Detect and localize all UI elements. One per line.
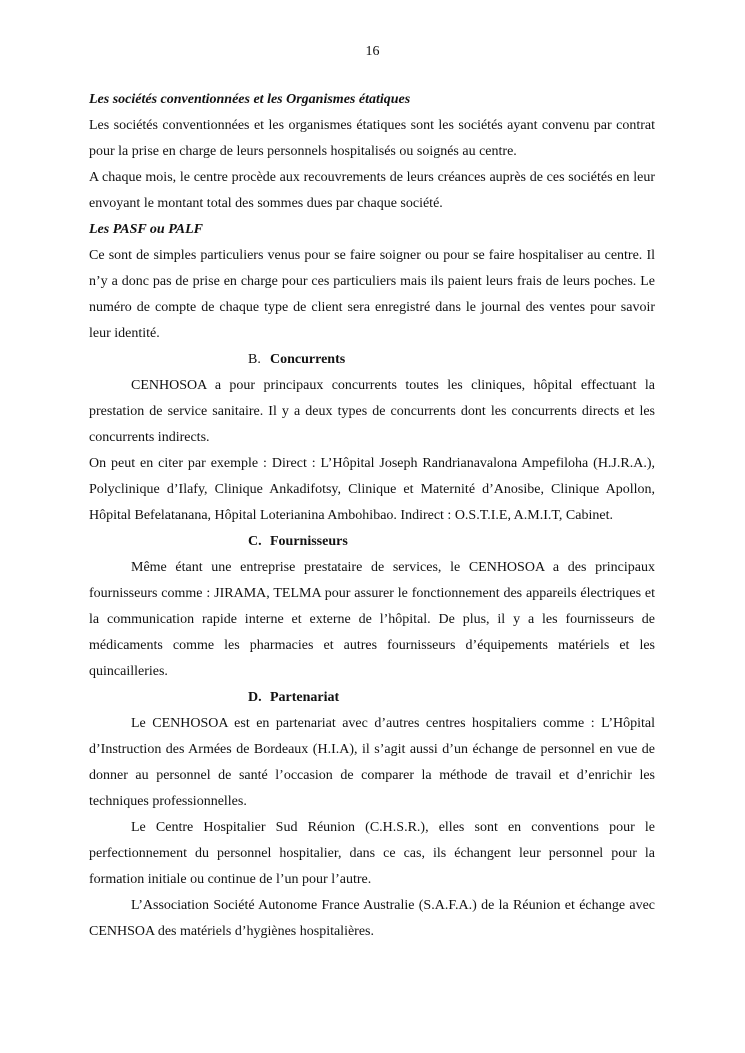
section-letter: B. [248, 352, 261, 367]
paragraph: CENHOSOA a pour principaux concurrents toutes les cliniques, hôpital effectuant la prestation de service sanitaire. Il y a deux types de concurrents dont les concurrents directs et les concurrents indirects. [89, 378, 655, 445]
section-heading-concurrents [89, 347, 655, 373]
paragraph: A chaque mois, le centre procède aux recouvrements de leurs créances auprès de ces sociétés en leur envoyant le montant total des sommes dues par chaque société. [89, 170, 655, 211]
subheading-pasf-palf: Les PASF ou PALF [89, 222, 203, 237]
subheading-societes-conventionnees: Les sociétés conventionnées et les Organismes étatiques [89, 92, 411, 107]
section-letter: D. [248, 690, 262, 705]
paragraph: Les sociétés conventionnées et les organismes étatiques sont les sociétés ayant convenu par contrat pour la prise en charge de leurs personnels hospitalisés ou soignés au centre. [89, 118, 655, 159]
section-letter: C. [248, 534, 262, 549]
paragraph: Le CENHOSOA est en partenariat avec d’autres centres hospitaliers comme : L’Hôpital d’Instruction des Armées de Bordeaux (H.I.A), il s’agit aussi d’un échange de personnel en vue de donner au personnel de santé l’occasion de comparer la méthode de travail et d’enrichir les techniques professionnelles. [89, 716, 655, 809]
paragraph: L’Association Société Autonome France Australie (S.A.F.A.) de la Réunion et échange avec CENHSOA des matériels d’hygiènes hospitalières. [89, 898, 655, 939]
paragraph: Ce sont de simples particuliers venus pour se faire soigner ou pour se faire hospitaliser au centre. Il n’y a donc pas de prise en charge pour ces particuliers mais ils paient leurs frais de leurs poches. Le numéro de compte de chaque type de client sera enregistré dans le journal des ventes pour savoir leur identité. [89, 248, 655, 341]
document-body [89, 87, 655, 945]
paragraph: Même étant une entreprise prestataire de services, le CENHOSOA a des principaux fournisseurs comme : JIRAMA, TELMA pour assurer le fonctionnement des appareils électriques et la communication rapide interne et externe de l’hôpital. De plus, il y a les fournisseurs de médicaments comme les pharmacies et autres fournisseurs d’équipements matériels et les quincailleries. [89, 560, 655, 679]
paragraph: Le Centre Hospitalier Sud Réunion (C.H.S.R.), elles sont en conventions pour le perfectionnement du personnel hospitalier, dans ce cas, ils échangent leur personnel pour la formation initiale ou continue de l’un pour l’autre. [89, 820, 655, 887]
section-title: Concurrents [270, 352, 346, 367]
section-title: Fournisseurs [270, 534, 348, 549]
section-heading-partenariat [89, 685, 655, 711]
section-title: Partenariat [270, 690, 340, 705]
page-number: 16 [365, 44, 380, 59]
section-heading-fournisseurs [89, 529, 655, 555]
paragraph: On peut en citer par exemple : Direct : L’Hôpital Joseph Randrianavalona Ampefiloha (H.J.R.A.), Polyclinique d’Ilafy, Clinique Ankadifotsy, Clinique et Maternité d’Anosibe, Clinique Apollon, Hôpital Befelatanana, Hôpital Loterianina Ambohibao. Indirect : O.S.T.I.E, A.M.I.T, Cabinet. [89, 456, 655, 523]
